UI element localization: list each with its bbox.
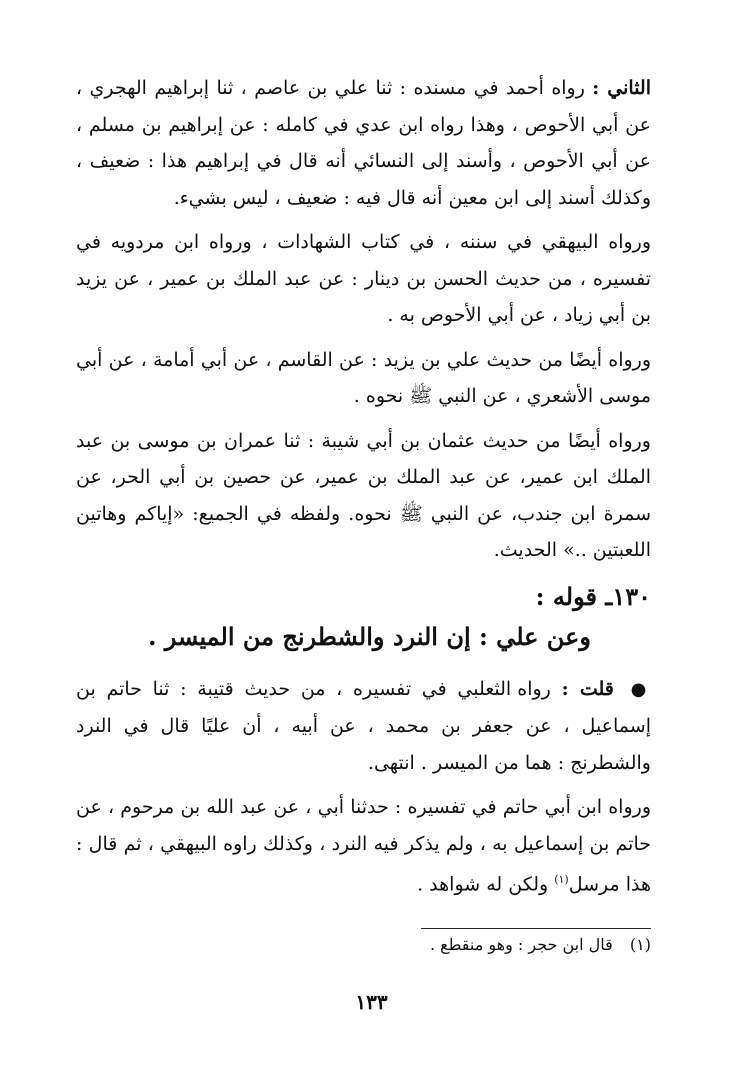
paragraph-text: ورواه أيضًا من حديث عثمان بن أبي شيبة : ثنا عمران بن موسى بن عبد الملك ابن عمير، عن عبد الملك بن عمير، عن حصين بن أبي الحر، عن سمرة ابن جندب، عن النبي ﷺ نحوه. ولفظه في الجميع: «إياكم وهاتين اللعبتين ..» الحديث. xyxy=(76,429,652,561)
page-body xyxy=(76,70,651,911)
paragraph-text: ورواه ابن أبي حاتم في تفسيره : حدثنا أبي ، عن عبد الله بن مرحوم ، عن حاتم بن إسماعيل به ، ولم يذكر فيه النرد ، وكذلك راوه البيهقي ، ثم قال : هذا مرسل xyxy=(76,796,651,896)
bullet-icon: ● xyxy=(630,678,652,700)
paragraph-text: رواه الثعلبي في تفسيره ، من حديث قتيبة : ثنا حاتم بن إسماعيل ، عن جعفر بن محمد ، عن أبيه ، أن عليًا قال في النرد والشطرنج : هما من الميسر . انتهى. xyxy=(76,677,651,774)
paragraph-text: رواه أحمد في مسنده : ثنا علي بن عاصم ، ثنا إبراهيم الهجري ، عن أبي الأحوص ، وهذا رواه ابن عدي في كامله : عن إبراهيم بن مسلم ، عن أبي الأحوص ، وأسند إلى النسائي أنه قال في إبراهيم هذا : ضعيف ، وكذلك أسند إلى ابن معين أنه قال فيه : ضعيف ، ليس بشيء. xyxy=(76,77,651,209)
footnote-divider xyxy=(421,928,651,929)
paragraph-text: ورواه البيهقي في سننه ، في كتاب الشهادات ، ورواه ابن مردويه في تفسيره ، من حديث الحسن بن دينار : عن عبد الملك بن عمير ، عن يزيد بن أبي زياد ، عن أبي الأحوص به . xyxy=(76,231,651,326)
section-heading: ١٣٠ـ قوله : xyxy=(535,581,651,611)
paragraph-qultu xyxy=(76,671,651,782)
page-number: ١٣٣ xyxy=(355,990,388,1014)
section-quote: وعن علي : إن النرد والشطرنج من الميسر . xyxy=(148,621,591,651)
footnote-ref[interactable]: (١) xyxy=(554,873,569,886)
footnote xyxy=(76,933,651,957)
paragraph-text: ورواه أيضًا من حديث علي بن يزيد : عن القاسم ، عن أبي أمامة ، عن أبي موسى الأشعري ، عن النبي ﷺ نحوه . xyxy=(76,348,651,407)
paragraph-ali-bin-yazid xyxy=(76,342,651,415)
footnote-number: (١) xyxy=(629,935,651,954)
paragraph-bayhaqi xyxy=(76,224,651,334)
paragraph-text-tail: ولكن له شواهد . xyxy=(417,873,549,896)
paragraph-ibn-abi-hatim xyxy=(76,789,651,903)
paragraph-uthman xyxy=(76,423,651,569)
paragraph-lead-qultu: قلت : xyxy=(561,677,614,700)
paragraph-second-narration xyxy=(76,70,651,216)
footnote-text: قال ابن حجر : وهو منقطع . xyxy=(429,935,613,954)
paragraph-lead-second: الثاني : xyxy=(592,77,651,99)
